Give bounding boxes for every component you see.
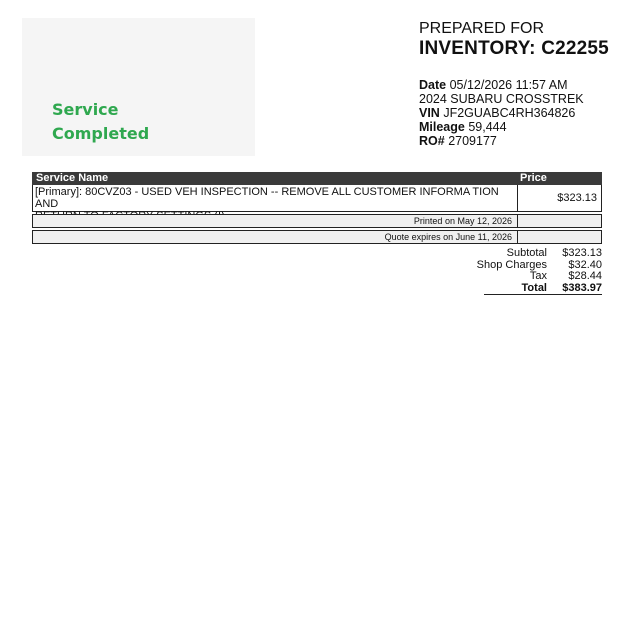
service-price: $323.13 [557, 192, 597, 204]
status-line-1: Service [52, 100, 119, 119]
shop-charges-value: $32.40 [568, 258, 602, 271]
subtotal-value: $323.13 [562, 247, 602, 259]
column-divider [517, 231, 518, 243]
totals-block [470, 248, 602, 294]
total-row [470, 283, 602, 295]
vin-label: VIN [419, 106, 440, 120]
total-value: $383.97 [562, 281, 602, 294]
ro-label: RO# [419, 134, 445, 148]
vin-value: JF2GUABC4RH364826 [443, 106, 576, 120]
printed-row [32, 214, 602, 228]
vehicle-info [419, 78, 584, 148]
column-divider [517, 215, 518, 227]
total-underline [484, 294, 602, 295]
date-label: Date [419, 78, 447, 92]
service-description-line-1: [Primary]: 80CVZ03 - USED VEH INSPECTION -- REMOVE ALL CUSTOMER INFORMA TION AND [35, 186, 499, 210]
total-label: Total [521, 281, 547, 294]
expires-row [32, 230, 602, 244]
header-service-name: Service Name [36, 172, 109, 184]
subtotal-row [470, 248, 602, 260]
mileage-value: 59,444 [468, 120, 507, 134]
prepared-for-label: PREPARED FOR [419, 20, 545, 37]
ro-value: 2709177 [448, 134, 497, 148]
status-line-2: Completed [52, 124, 150, 143]
date-row [419, 78, 584, 92]
expires-note: Quote expires on June 11, 2026 [384, 232, 512, 242]
printed-note: Printed on May 12, 2026 [413, 216, 512, 226]
mileage-label: Mileage [419, 120, 465, 134]
tax-label: Tax [529, 270, 547, 282]
subtotal-label: Subtotal [506, 247, 547, 259]
service-status [52, 98, 149, 146]
mileage-row [419, 120, 584, 134]
column-divider [517, 185, 518, 211]
prepared-for-name: INVENTORY: C22255 [419, 38, 609, 59]
shop-charges-label: Shop Charges [476, 258, 547, 271]
vehicle-model: 2024 SUBARU CROSSTREK [419, 92, 584, 106]
table-row [32, 185, 602, 212]
header-price: Price [520, 172, 547, 184]
table-header [32, 172, 602, 185]
vin-row [419, 106, 584, 120]
tax-row [470, 271, 602, 283]
date-value: 05/12/2026 11:57 AM [449, 78, 568, 92]
tax-value: $28.44 [568, 270, 602, 282]
service-table [32, 172, 602, 244]
ro-row [419, 134, 584, 148]
